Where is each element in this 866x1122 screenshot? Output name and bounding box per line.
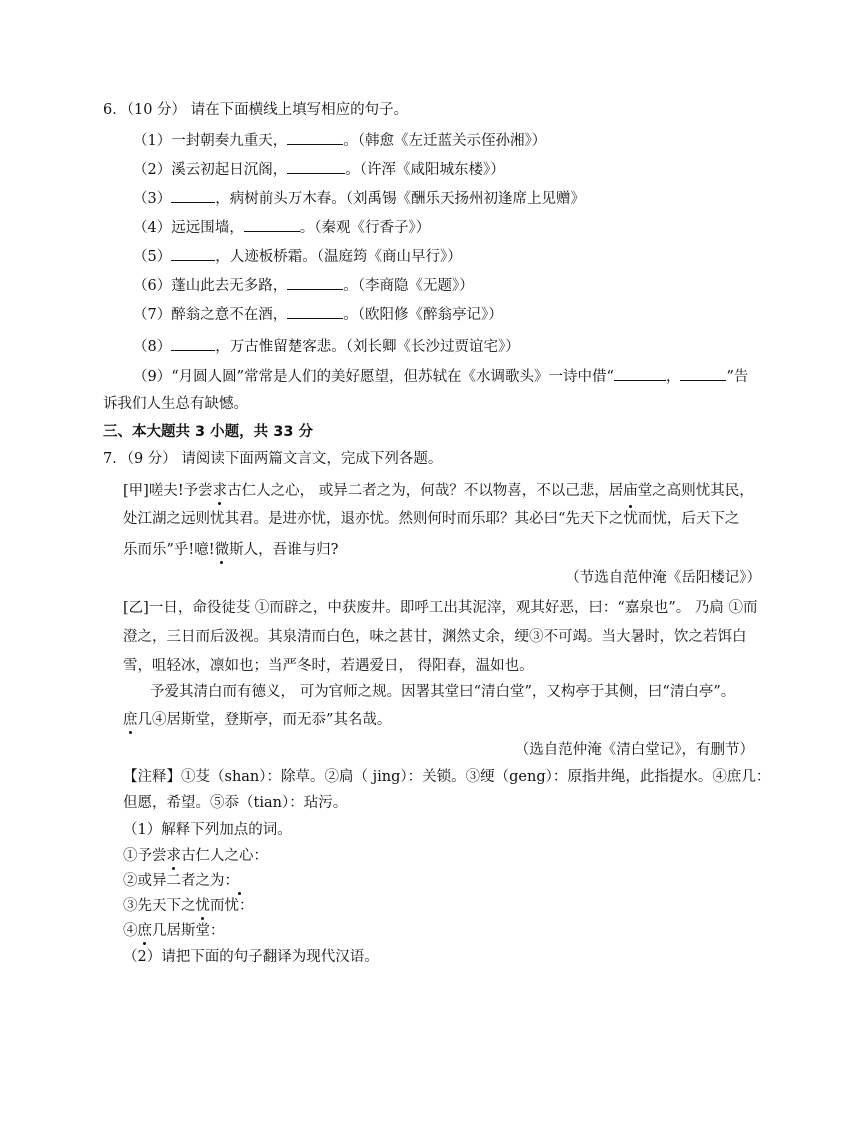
text-run: ③先天下之 bbox=[123, 898, 196, 914]
dotted-word: 求 bbox=[212, 483, 228, 499]
dotted-word: 庶 bbox=[123, 712, 138, 728]
q6-item-4-post: 。（秦观《行香子》） bbox=[299, 220, 431, 236]
q6-item-7-pre: （7）醉翁之意不在酒， bbox=[133, 307, 288, 323]
answer-blank-3[interactable] bbox=[171, 188, 215, 203]
text-run: 古仁人之心， 或异二者之为，何哉？不以物喜，不以己悲，居庙堂之高则忧其民， bbox=[227, 483, 754, 499]
passage-yi-line-5 bbox=[123, 710, 391, 730]
answer-blank-9b[interactable] bbox=[680, 366, 726, 381]
q6-item-3 bbox=[133, 188, 585, 209]
passage-yi-line-3: 雪，咀轻冰，凛如也；当严冬时，若遇爱日， 得阳春，温如也。 bbox=[123, 658, 534, 674]
q6-item-2-pre: （2）溪云初起日沉阁， bbox=[133, 162, 288, 178]
q6-item-5-pre: （5） bbox=[133, 249, 172, 265]
dotted-word: 求 bbox=[166, 848, 181, 864]
q6-item-5-post: ，人迹板桥霜。（温庭筠《商山早行》） bbox=[215, 249, 462, 265]
q6-item-4-pre: （4）远远围墙， bbox=[133, 220, 244, 236]
q6-item-9-line2: 诉我们人生总有缺憾。 bbox=[103, 396, 248, 412]
sub1-item-4 bbox=[123, 921, 225, 941]
q6-item-1 bbox=[133, 130, 546, 151]
q6-item-8-pre: （8） bbox=[133, 339, 172, 355]
sub1-item-1 bbox=[123, 846, 268, 866]
q6-item-1-post: 。（韩愈《左迁蓝关示侄孙湘》） bbox=[343, 133, 547, 149]
q6-item-8 bbox=[133, 336, 520, 357]
passage-yi-line-1: [乙]一日，命役徒芟 ①而辟之，中获废井。即呼工出其泥滓，观其好恶，曰：“嘉泉也”。 乃扃 ①而 bbox=[123, 600, 758, 616]
notes-line-1: 【注释】①芟（shan）：除草。②扃（ jing）：关锁。③绠（geng）：原指井绳，此指提水。④庶几： bbox=[123, 769, 771, 785]
text-run: 斯人，吾谁与归? bbox=[229, 542, 339, 558]
dotted-word: 忧 bbox=[195, 898, 210, 914]
q6-item-8-post: ，万古惟留楚客悲。（刘长卿《长沙过贾谊宅》） bbox=[215, 339, 520, 355]
q6-item-3-pre: （3） bbox=[133, 191, 172, 207]
q6-item-3-post: ，病树前头万木春。（刘禹锡《酬乐天扬州初逢席上见赠》 bbox=[215, 191, 585, 207]
q6-item-5 bbox=[133, 246, 462, 267]
text-run: ④ bbox=[123, 923, 138, 939]
sub1-item-2 bbox=[123, 871, 239, 891]
text-run: 几居斯堂： bbox=[152, 923, 225, 939]
text-run: [甲]嗟夫!予尝 bbox=[123, 483, 213, 499]
answer-blank-6[interactable] bbox=[287, 275, 343, 290]
q6-item-2 bbox=[133, 159, 505, 180]
passage-jia-line-2 bbox=[123, 509, 739, 529]
text-run: 古仁人之心： bbox=[181, 848, 268, 864]
text-run: ②或异二者之为： bbox=[123, 873, 239, 889]
q6-item-6 bbox=[133, 275, 474, 296]
text-run: 乐而乐”乎!噫! bbox=[123, 542, 215, 558]
answer-blank-9a[interactable] bbox=[614, 366, 666, 381]
notes-line-2: 但愿，希望。⑤忝（tian）：玷污。 bbox=[123, 795, 348, 811]
q6-item-6-post: 。（李商隐《无题》） bbox=[343, 278, 474, 294]
q6-item-2-post: 。（许浑《咸阳城东楼》） bbox=[345, 162, 505, 178]
q6-item-7-post: 。（欧阳修《醉翁亭记》） bbox=[343, 307, 503, 323]
sub-question-1: （1）解释下列加点的词。 bbox=[123, 822, 292, 838]
text-run: ①予尝 bbox=[123, 848, 167, 864]
text-run: 而忧，后天下之 bbox=[637, 511, 740, 527]
sub1-item-3 bbox=[123, 896, 254, 916]
q6-item-9 bbox=[133, 366, 748, 387]
passage-yi-source: （选自范仲淹《清白堂记》，有删节） bbox=[514, 742, 754, 758]
dotted-word: 微 bbox=[214, 542, 230, 558]
q6-item-9-pre: （9）“月圆人圆”常常是人们的美好愿望，但苏轼在《水调歌头》一诗中借“ bbox=[133, 369, 614, 385]
q7-header: 7．（9 分） 请阅读下面两篇文言文，完成下列各题。 bbox=[103, 451, 443, 467]
passage-yi-line-4: 予爱其清白而有德义， 可为官师之规。因署其堂曰“清白堂”，又构亭于其侧，曰“清白亭”。 bbox=[150, 684, 736, 700]
q6-item-6-pre: （6）蓬山此去无多路， bbox=[133, 278, 288, 294]
q6-item-9-mid: ， bbox=[665, 369, 681, 385]
passage-jia-line-1 bbox=[123, 481, 754, 501]
section-heading: 三、本大题共 3 小题，共 33 分 bbox=[103, 424, 313, 440]
answer-blank-5[interactable] bbox=[171, 246, 215, 261]
answer-blank-1[interactable] bbox=[287, 130, 343, 145]
q6-header: 6．（10 分） 请在下面横线上填写相应的句子。 bbox=[103, 102, 409, 118]
answer-blank-8[interactable] bbox=[171, 336, 215, 351]
text-run: 处江湖之远则忧其君。是进亦忧，退亦忧。然则何时而乐耶？其必曰“先天下之 bbox=[123, 511, 624, 527]
dotted-word: 庶 bbox=[137, 923, 152, 939]
q6-item-4 bbox=[133, 217, 430, 238]
dotted-word: 忧 bbox=[623, 511, 638, 527]
text-run: 几④居斯堂，登斯亭，而无忝”其名哉。 bbox=[137, 712, 392, 728]
passage-jia-line-3 bbox=[123, 540, 338, 560]
answer-blank-4[interactable] bbox=[244, 217, 300, 232]
passage-jia-source: （节选自范仲淹《岳阳楼记》） bbox=[565, 570, 761, 586]
q6-item-1-pre: （1）一封朝奏九重天， bbox=[133, 133, 288, 149]
q6-item-9-post: ”告 bbox=[726, 369, 749, 385]
q6-item-7 bbox=[133, 304, 503, 325]
passage-yi-line-2: 澄之，三日而后汲视。其泉清而白色，味之甚甘，渊然丈余，绠③不可竭。当大暑时，饮之若饵白 bbox=[123, 629, 747, 645]
answer-blank-7[interactable] bbox=[287, 304, 343, 319]
text-run: 而忧： bbox=[210, 898, 254, 914]
answer-blank-2[interactable] bbox=[287, 159, 345, 174]
sub-question-2: （2）请把下面的句子翻译为现代汉语。 bbox=[123, 949, 379, 965]
